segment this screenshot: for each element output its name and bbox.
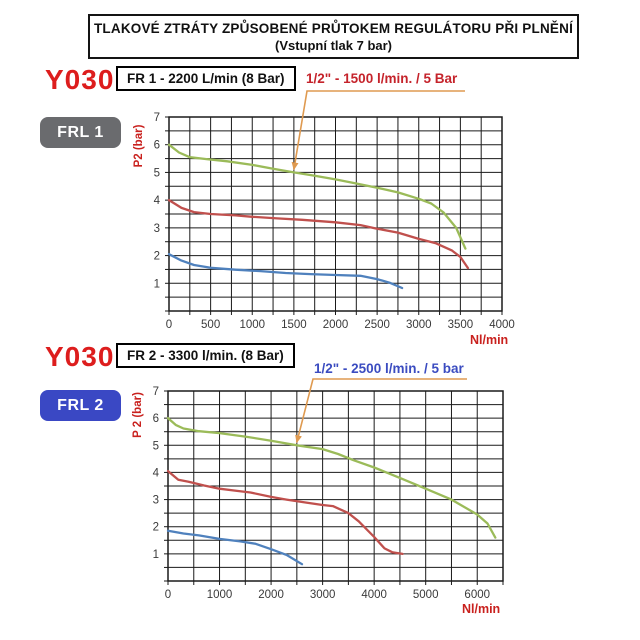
green-curve (169, 145, 465, 249)
y-tick-label: 5 (152, 440, 159, 453)
flow-callout-1: 1/2" - 1500 l/min. / 5 Bar (306, 71, 458, 86)
model-label-1: Y030 (45, 64, 115, 95)
spec-box-2: FR 2 - 3300 l/min. (8 Bar) (116, 343, 295, 368)
flow-callout-2: 1/2" - 2500 l/min. / 5 bar (314, 361, 464, 376)
y-tick-label: 7 (152, 386, 159, 398)
y-tick-label: 7 (153, 112, 160, 124)
y-tick-label: 6 (153, 139, 160, 152)
blue-curve (168, 531, 302, 564)
page-title (88, 14, 579, 59)
x-tick-label: 3000 (309, 589, 336, 601)
y-tick-label: 3 (152, 494, 159, 507)
green-curve (168, 418, 495, 537)
y-tick-label: 1 (152, 548, 159, 561)
y-axis-unit: P 2 (bar) (132, 392, 144, 438)
x-tick-label: 4000 (361, 589, 387, 601)
y-tick-label: 4 (153, 195, 160, 208)
y-axis-unit: P2 (bar) (133, 124, 145, 168)
red-curve (168, 471, 403, 554)
x-tick-label: 4000 (489, 319, 515, 331)
model-label-2: Y030 (45, 341, 115, 372)
x-tick-label: 3000 (405, 319, 432, 331)
x-tick-label: 2500 (364, 319, 390, 331)
x-tick-label: 3500 (447, 319, 474, 331)
x-axis-unit-2: Nl/min (462, 602, 501, 616)
x-tick-label: 5000 (412, 589, 439, 601)
y-tick-label: 4 (152, 467, 159, 480)
pressure-drop-chart-fr1 (126, 106, 526, 358)
red-curve (169, 200, 468, 268)
y-tick-label: 2 (153, 250, 160, 263)
y-tick-label: 2 (152, 521, 159, 534)
x-tick-label: 1000 (206, 589, 233, 601)
x-tick-label: 0 (165, 319, 173, 331)
spec-box-1: FR 1 - 2200 L/min (8 Bar) (116, 66, 296, 91)
x-tick-label: 2000 (258, 589, 284, 601)
x-axis-unit-1: Nl/min (470, 333, 509, 347)
y-tick-label: 3 (153, 222, 160, 235)
y-tick-label: 6 (152, 413, 159, 426)
x-tick-label: 1500 (281, 319, 307, 331)
frl-badge-2: FRL 2 (40, 390, 121, 421)
y-tick-label: 1 (153, 278, 160, 291)
y-tick-label: 5 (153, 167, 160, 180)
x-tick-label: 6000 (464, 589, 491, 601)
pressure-drop-chart-fr2 (126, 380, 526, 620)
page-title-line2: (Vstupní tlak 7 bar) (274, 37, 393, 53)
x-tick-label: 500 (201, 319, 221, 331)
frl-badge-1: FRL 1 (40, 117, 121, 148)
x-tick-label: 0 (164, 589, 172, 601)
x-tick-label: 1000 (239, 319, 266, 331)
x-tick-label: 2000 (322, 319, 349, 331)
page-title-line1: TLAKOVÉ ZTRÁTY ZPŮSOBENÉ PRŮTOKEM REGULÁTORU PŘI PLNĚNÍ (93, 20, 574, 36)
